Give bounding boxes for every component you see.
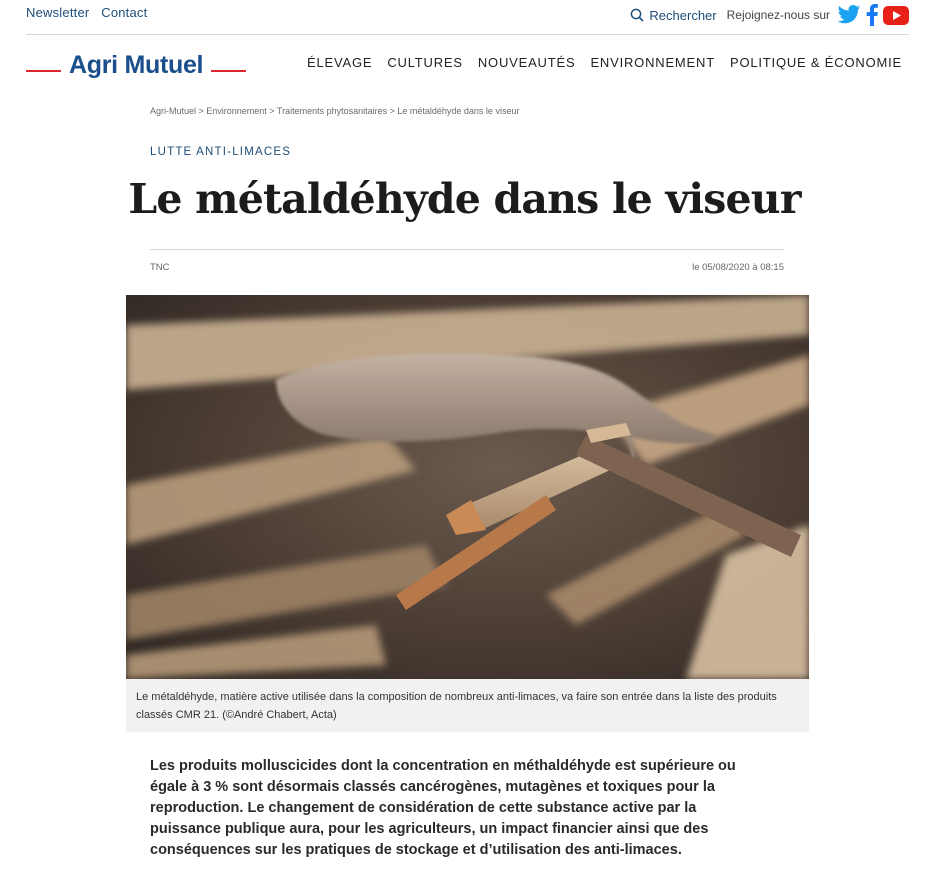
breadcrumb[interactable]: Agri-Mutuel > Environnement > Traitements phytosanitaires > Le métaldéhyde dans le viseur [150, 106, 520, 116]
youtube-link[interactable] [883, 6, 909, 25]
nav-item-cultures[interactable]: CULTURES [387, 55, 463, 70]
site-logo[interactable] [26, 51, 246, 80]
article-date: le 05/08/2020 à 08:15 [692, 262, 784, 273]
page-title: Le métaldéhyde dans le viseur [128, 175, 801, 223]
logo-text: Agri Mutuel [69, 51, 204, 79]
search-button[interactable] [630, 8, 716, 23]
article-lead: Les produits molluscicides dont la concentration en méthaldéhyde est supérieure ou égale à 3 % sont désormais classés cancérogènes, mutagènes et toxiques pour la reproduction. Le changement de considération de cette substance active par la puissance publique aura, pour les agriculteurs, un impact financier ainsi que des conséquences sur les pratiques de stockage et d’utilisation des anti-limaces. [150, 758, 736, 858]
twitter-link[interactable] [837, 5, 861, 25]
youtube-icon [883, 6, 909, 25]
twitter-icon [837, 5, 861, 25]
top-right-tools [630, 4, 909, 26]
site-header [0, 35, 929, 95]
main-nav [292, 55, 902, 70]
article-kicker: LUTTE ANTI-LIMACES [150, 146, 292, 158]
nav-item-politique-economie[interactable]: POLITIQUE & ÉCONOMIE [729, 55, 902, 70]
meta-divider [150, 249, 784, 250]
top-links [26, 5, 155, 20]
join-us-label: Rejoignez-nous sur [726, 8, 830, 22]
article-author: TNC [150, 262, 170, 273]
search-icon [630, 8, 644, 22]
photo-caption: Le métaldéhyde, matière active utilisée dans la composition de nombreux anti-limaces, va faire son entrée dans la liste des produits classés CMR 21. (©André Chabert, Acta) [126, 679, 809, 732]
slug-on-straw-illustration [126, 295, 809, 679]
newsletter-link[interactable]: Newsletter [26, 5, 90, 20]
facebook-link[interactable] [865, 4, 879, 26]
nav-item-elevage[interactable]: ÉLEVAGE [307, 55, 373, 70]
logo-dash-right [211, 70, 246, 72]
nav-item-nouveautes[interactable]: NOUVEAUTÉS [477, 55, 576, 70]
nav-item-environnement[interactable]: ENVIRONNEMENT [590, 55, 715, 70]
facebook-icon [865, 4, 879, 26]
contact-link[interactable]: Contact [101, 5, 148, 20]
top-utility-bar [0, 0, 929, 34]
search-label: Rechercher [649, 7, 717, 23]
logo-dash-left [26, 70, 61, 72]
article-photo [126, 295, 809, 679]
